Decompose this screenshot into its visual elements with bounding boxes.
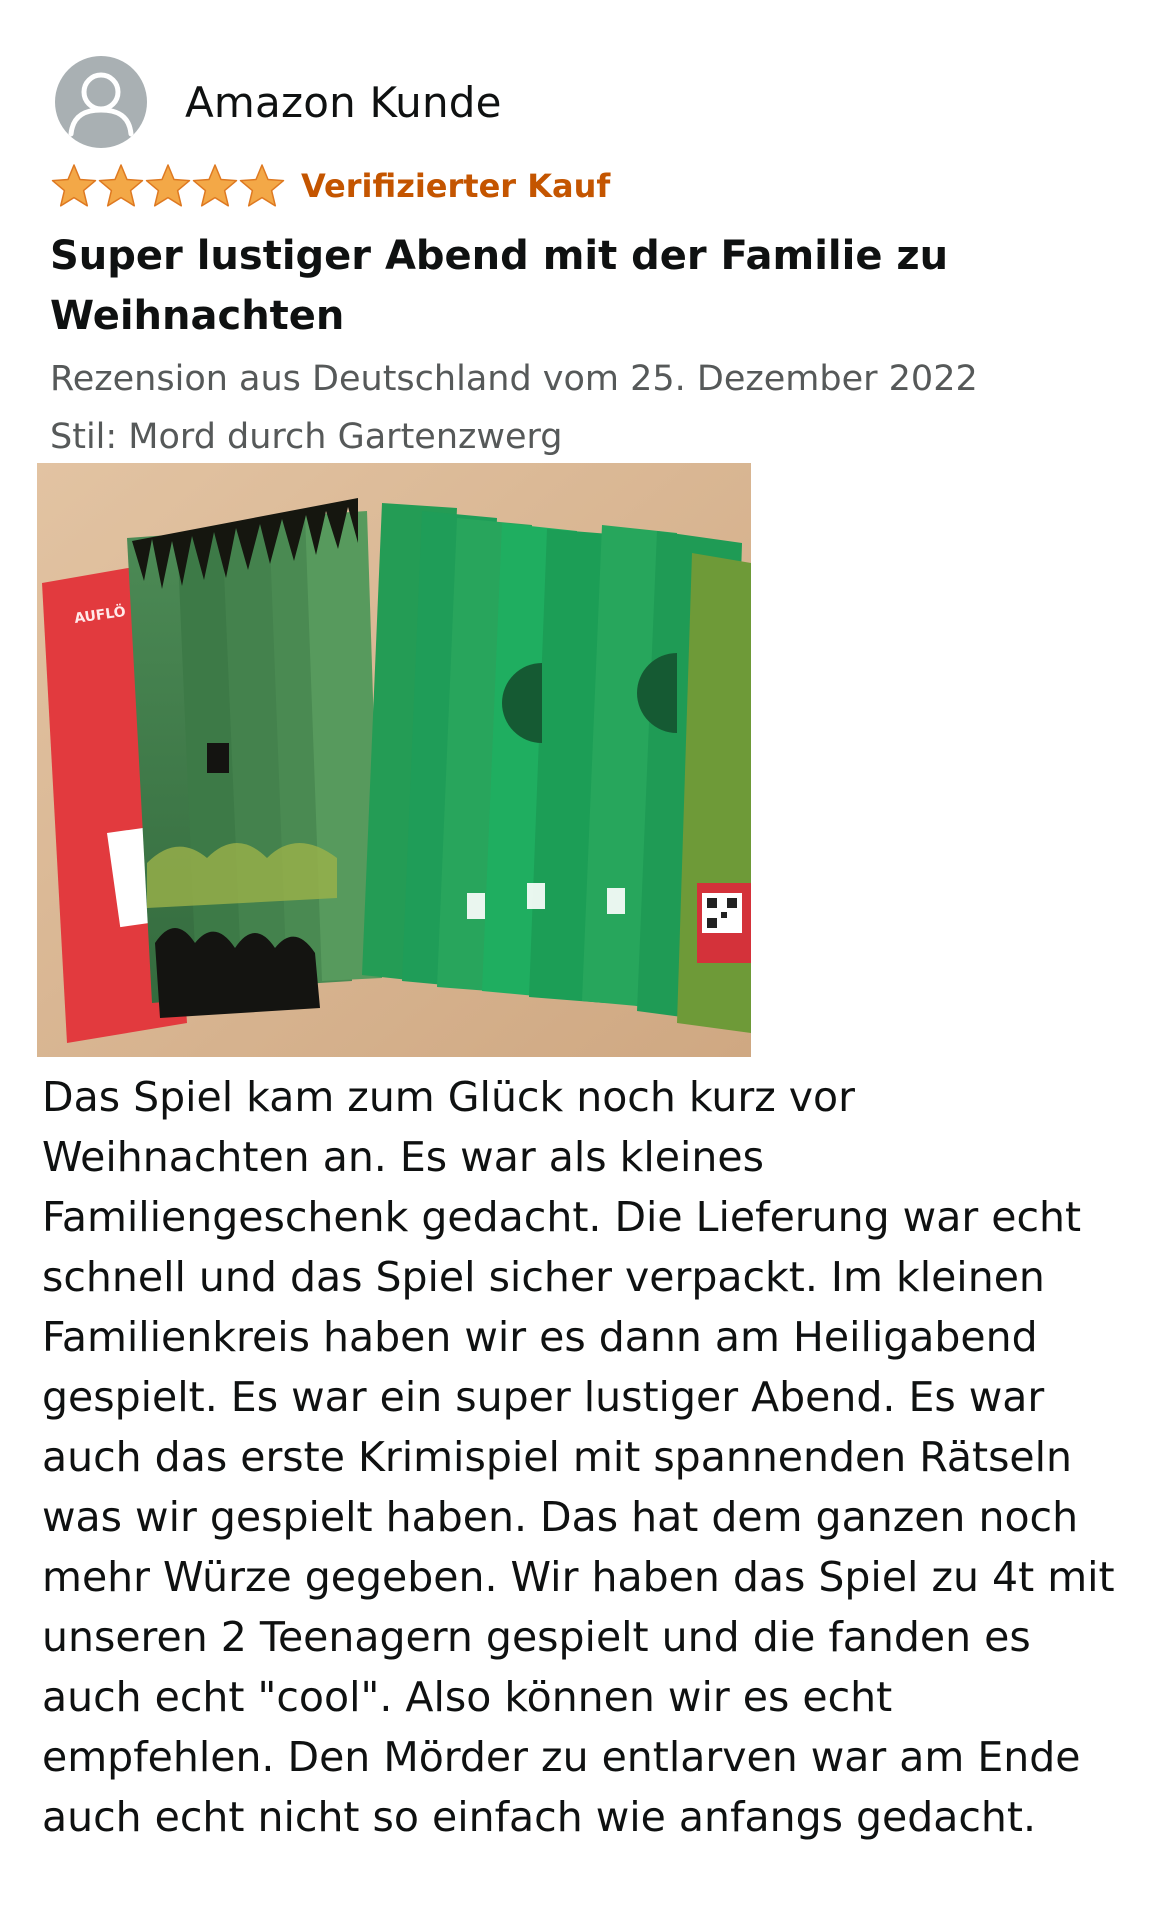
reviewer-header[interactable] xyxy=(55,55,502,149)
star-icon xyxy=(238,162,286,210)
review-photo[interactable] xyxy=(37,463,751,1057)
svg-text:AUFLÖ: AUFLÖ xyxy=(73,603,127,627)
star-icon xyxy=(50,162,98,210)
review-photo-image xyxy=(37,463,751,1057)
star-icon xyxy=(191,162,239,210)
review-date: Rezension aus Deutschland vom 25. Dezember 2022 xyxy=(50,359,978,399)
user-silhouette-icon[interactable] xyxy=(55,56,147,148)
reviewer-name[interactable]: Amazon Kunde xyxy=(185,77,502,127)
review-body: Das Spiel kam zum Glück noch kurz vor Weihnachten an. Es war als kleines Familiengeschenk gedacht. Die Lieferung war echt schnell und das Spiel sicher verpackt. Im kleinen Familienkreis haben wir es dann am Heiligabend gespielt. Es war ein super lustiger Abend. Es war auch das erste Krimispiel mit spannenden Rätseln was wir gespielt haben. Das hat dem ganzen noch mehr Würze gegeben. Wir haben das Spiel zu 4t mit unseren 2 Teenagern gespielt und die fanden es auch echt "cool". Also können wir es echt empfehlen. Den Mörder zu entlarven war am Ende auch echt nicht so einfach wie anfangs gedacht. xyxy=(42,1073,1115,1841)
review-style: Stil: Mord durch Gartenzwerg xyxy=(50,417,563,457)
star-rating[interactable] xyxy=(50,162,285,210)
star-icon xyxy=(144,162,192,210)
verified-purchase-badge[interactable]: Verifizierter Kauf xyxy=(301,167,611,205)
star-icon xyxy=(97,162,145,210)
rating-row xyxy=(50,158,610,214)
review-title[interactable]: Super lustiger Abend mit der Familie zu Weihnachten xyxy=(50,233,949,339)
